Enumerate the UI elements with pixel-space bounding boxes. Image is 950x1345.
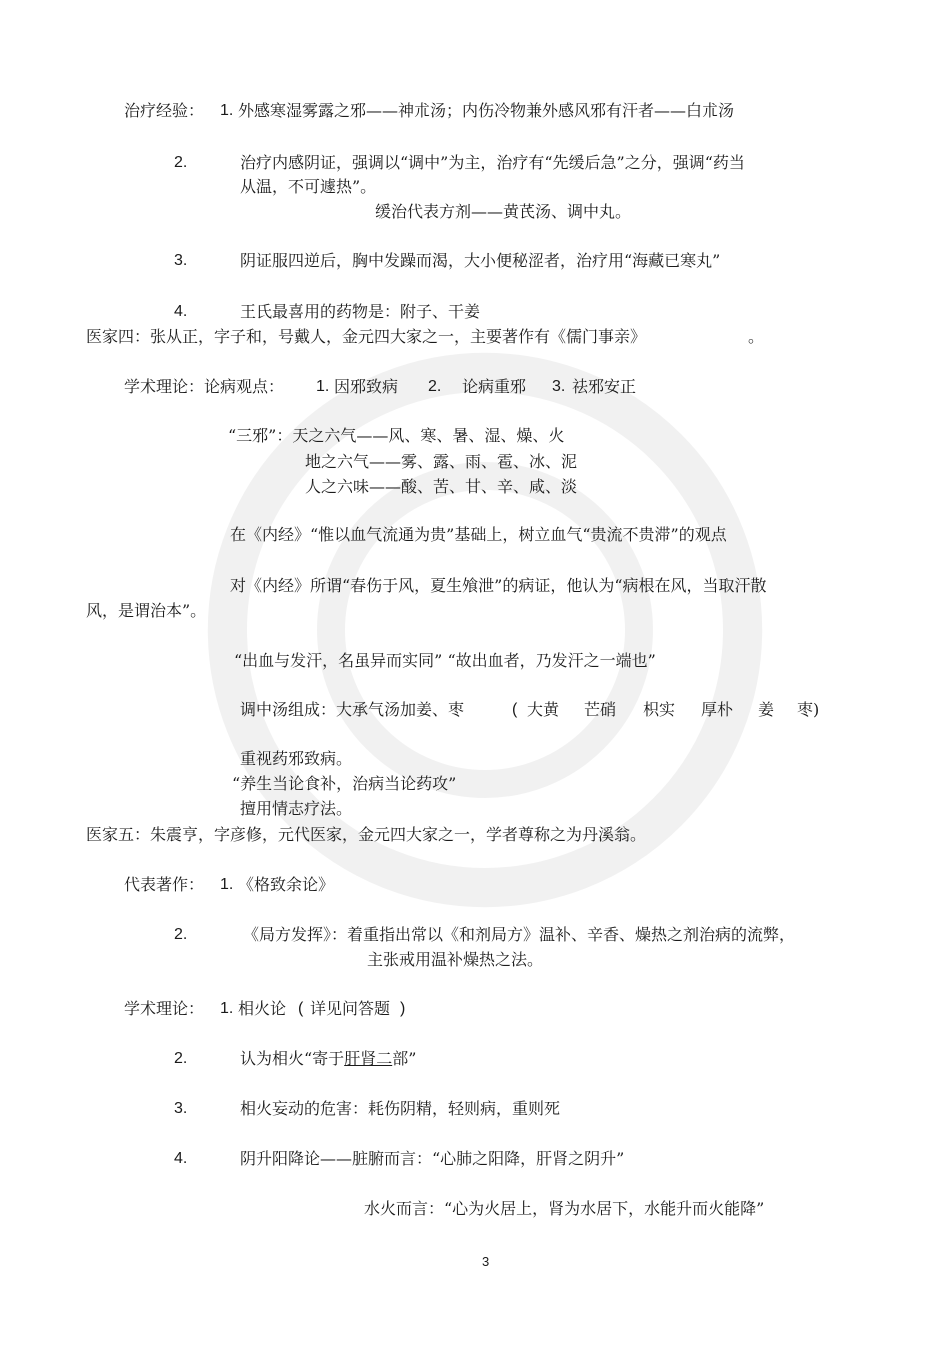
drug-evil-note: 重视药邪致病。: [240, 749, 353, 768]
item-number: 4.: [174, 303, 188, 320]
theory-5-2-part-b: 部”: [392, 1049, 417, 1068]
item-number: 3.: [174, 252, 188, 269]
theory-5-2-text: [240, 1048, 416, 1070]
item-number: 3.: [174, 1100, 188, 1117]
page-number: 3: [482, 1254, 490, 1269]
paren-open: (: [298, 1000, 304, 1017]
three-evils-earth: 地之六气——雾、露、雨、雹、冰、泥: [305, 452, 578, 471]
item-number: 2.: [174, 1050, 188, 1067]
theory-2-text: 论病重邪: [462, 377, 527, 396]
theory-1-text: 因邪致病: [334, 377, 399, 396]
experience-2-formula: 缓治代表方剂——黄芪汤、调中丸。: [375, 202, 632, 221]
experience-label: 治疗经验：: [124, 101, 205, 120]
item-number: 1.: [220, 876, 234, 893]
herb-zhishi: 枳实: [643, 700, 676, 719]
neijing-point-2-cont: 风，是谓治本”。: [86, 601, 207, 620]
item-number: 2.: [174, 154, 188, 171]
theory-label: 学术理论：论病观点：: [124, 377, 285, 396]
physician-5-heading: 医家五：朱震亨，字彦修，元代医家，金元四大家之一，学者尊称之为丹溪翁。: [86, 825, 647, 844]
experience-4-text: 王氏最喜用的药物是：附子、干姜: [240, 302, 481, 321]
neijing-point-2: 对《内经》所谓“春伤于风，夏生飧泄”的病证，他认为“病根在风，当取汗散: [230, 576, 767, 595]
paren-open: (: [512, 701, 518, 718]
works-label: 代表著作：: [124, 875, 205, 894]
work-1-text: 《格致余论》: [238, 875, 335, 894]
experience-2-text: 治疗内感阴证，强调以“调中”为主，治疗有“先缓后急”之分，强调“药当: [240, 153, 745, 172]
item-number: 3.: [552, 378, 566, 395]
theory-5-2-underlined: 肝肾二: [344, 1049, 393, 1068]
herb-mangxiao: 芒硝: [584, 700, 617, 719]
theory-5-1-detail: 详见问答题: [310, 999, 391, 1018]
herb-dahuang: 大黄: [527, 700, 560, 719]
item-number: 1.: [316, 378, 330, 395]
experience-3-text: 阴证服四逆后，胸中发躁而渴，大小便秘涩者，治疗用“海藏已寒丸”: [240, 251, 721, 270]
theory-5-4-text: 阴升阳降论——脏腑而言：“心肺之阳降，肝肾之阴升”: [240, 1149, 625, 1168]
tiaozhong-decoction: 调中汤组成：大承气汤加姜、枣: [240, 700, 465, 719]
item-number: 2.: [428, 378, 442, 395]
item-number: 4.: [174, 1150, 188, 1167]
health-quote: “养生当论食补，治病当论药攻”: [232, 774, 457, 793]
theory-3-text: 祛邪安正: [572, 377, 637, 396]
paren-close: ): [400, 1000, 406, 1017]
work-2-text: 《局方发挥》：着重指出常以《和剂局方》温补、辛香、燥热之剂治病的流弊，: [243, 925, 796, 944]
neijing-point-1: 在《内经》“惟以血气流通为贵”基础上，树立血气“贵流不贵滞”的观点: [230, 525, 727, 544]
herb-jiang: 姜: [758, 700, 775, 719]
work-2-text-cont: 主张戒用温补燥热之法。: [367, 950, 544, 969]
emotion-therapy-note: 擅用情志疗法。: [240, 799, 353, 818]
theory-5-1-text: 相火论: [238, 999, 287, 1018]
physician-4-heading: 医家四：张从正，字子和，号戴人，金元四大家之一，主要著作有《儒门事亲》: [86, 327, 647, 346]
theory-5-4-text-cont: 水火而言：“心为火居上，肾为水居下，水能升而火能降”: [364, 1199, 765, 1218]
herb-zao: 枣): [797, 700, 820, 719]
item-number: 1.: [220, 1000, 234, 1017]
three-evils-human: 人之六味——酸、苦、甘、辛、咸、淡: [305, 477, 578, 496]
blood-sweat-quote: “出血与发汗，名虽异而实同” “故出血者，乃发汗之一端也”: [234, 651, 656, 670]
item-number: 2.: [174, 926, 188, 943]
experience-1-text: 外感寒湿雾露之邪——神朮汤；内伤冷物兼外感风邪有汗者——白朮汤: [238, 101, 735, 120]
herb-houpo: 厚朴: [701, 700, 734, 719]
theory-5-label: 学术理论：: [124, 999, 205, 1018]
theory-5-2-part-a: 认为相火“寄于: [240, 1049, 345, 1068]
three-evils-heaven: “三邪”：天之六气——风、寒、暑、湿、燥、火: [228, 426, 565, 445]
theory-5-3-text: 相火妄动的危害：耗伤阴精，轻则病，重则死: [240, 1099, 561, 1118]
physician-4-period: 。: [748, 327, 765, 346]
item-number: 1.: [220, 102, 234, 119]
experience-2-text-cont: 从温，不可遽热”。: [240, 177, 377, 196]
